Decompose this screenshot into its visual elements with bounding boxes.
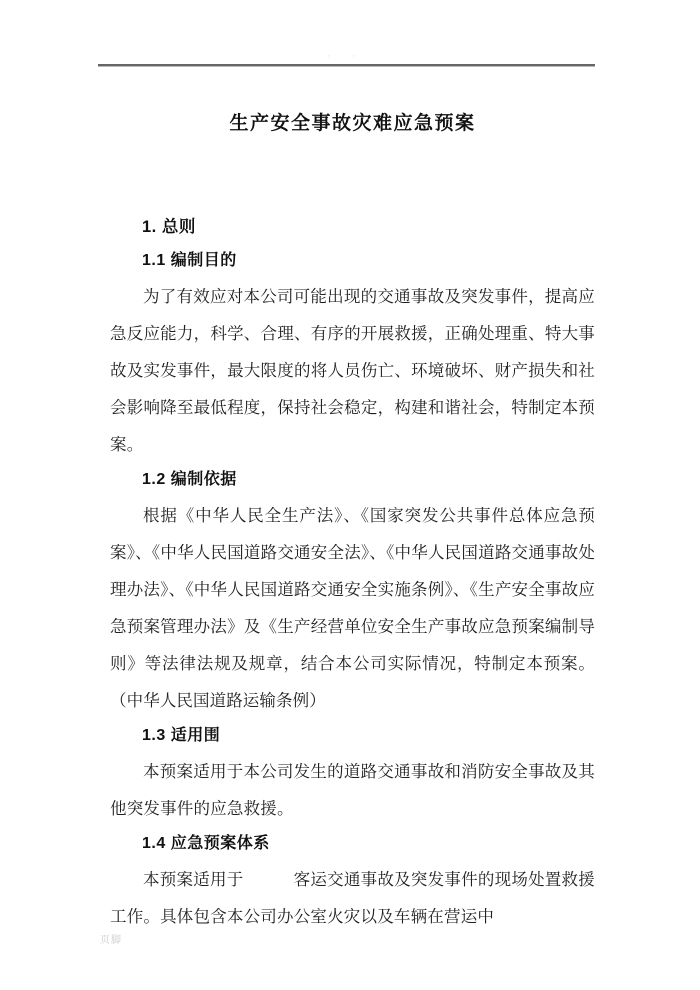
header-rule (98, 64, 595, 67)
document-body (110, 96, 595, 935)
heading-1: 1. 总则 (142, 218, 196, 236)
header-text: · · (327, 51, 366, 61)
paragraph-1-2: 根据《中华人民全生产法》、《国家突发公共事件总体应急预案》、《中华人民国道路交通安全法》、《中华人民国道路交通事故处理办法》、《中华人民国道路交通安全实施条例》、《生产安全事故应急预案管理办法》及《生产经营单位安全生产事故应急预案编制导则》等法律法规及规章，结合本公司实际情况，特制定本预案。（中华人民国道路运输条例） (110, 506, 595, 710)
paragraph-1-1: 为了有效应对本公司可能出现的交通事故及突发事件，提高应急反应能力，科学、合理、有序的开展救援，正确处理重、特大事故及实发事件，最大限度的将人员伤亡、环境破坏、财产损失和社会影响降至最低程度，保持社会稳定，构建和谐社会，特制定本预案。 (110, 287, 595, 454)
page-footer: 页脚 (100, 935, 122, 946)
heading-1-2: 1.2 编制依据 (142, 471, 237, 488)
paragraph-1-4: 本预案适用于 客运交通事故及突发事件的现场处置救援工作。具体包含本公司办公室火灾以及车辆在营运中 (110, 870, 595, 926)
heading-1-3: 1.3 适用围 (142, 727, 221, 744)
paragraph-1-3: 本预案适用于本公司发生的道路交通事故和消防安全事故及其他突发事件的应急救援。 (110, 762, 595, 818)
document-title: 生产安全事故灾难应急预案 (229, 113, 476, 134)
page-header (98, 50, 595, 72)
title-spacer (110, 138, 595, 210)
heading-1-1: 1.1 编制目的 (142, 252, 237, 269)
heading-1-4: 1.4 应急预案体系 (142, 835, 270, 852)
